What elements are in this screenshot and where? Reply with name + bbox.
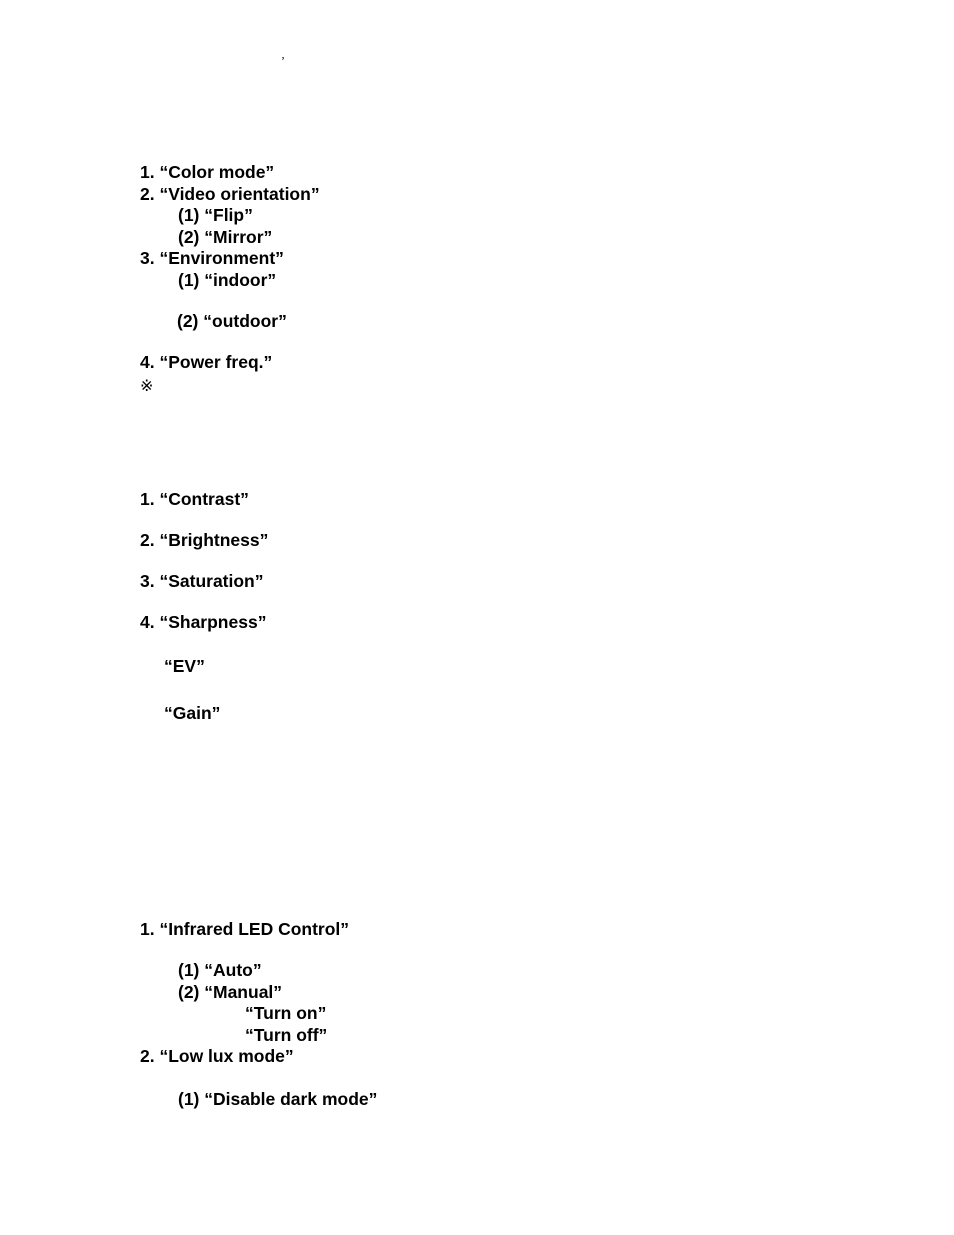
infrared-led-control-item: 1. “Infrared LED Control” [140,919,350,939]
auto-subitem: (1) “Auto” [178,960,262,980]
indoor-subitem: (1) “indoor” [178,270,277,290]
manual-subitem: (2) “Manual” [178,982,283,1002]
note-reference-icon: ※ [140,376,154,395]
disable-dark-mode-subitem: (1) “Disable dark mode” [178,1089,378,1109]
ev-item: “EV” [164,656,205,676]
gain-item: “Gain” [164,703,221,723]
environment-item: 3. “Environment” [140,248,284,268]
brightness-item: 2. “Brightness” [140,530,269,550]
header-tick-mark: ʼ [281,54,285,68]
sharpness-item: 4. “Sharpness” [140,612,267,632]
color-mode-item: 1. “Color mode” [140,162,275,182]
turn-on-option: “Turn on” [245,1003,327,1023]
outdoor-subitem: (2) “outdoor” [177,311,287,331]
mirror-subitem: (2) “Mirror” [178,227,273,247]
low-lux-mode-item: 2. “Low lux mode” [140,1046,294,1066]
turn-off-option: “Turn off” [245,1025,328,1045]
saturation-item: 3. “Saturation” [140,571,264,591]
video-orientation-item: 2. “Video orientation” [140,184,320,204]
contrast-item: 1. “Contrast” [140,489,249,509]
flip-subitem: (1) “Flip” [178,205,253,225]
power-freq-item: 4. “Power freq.” [140,352,273,372]
